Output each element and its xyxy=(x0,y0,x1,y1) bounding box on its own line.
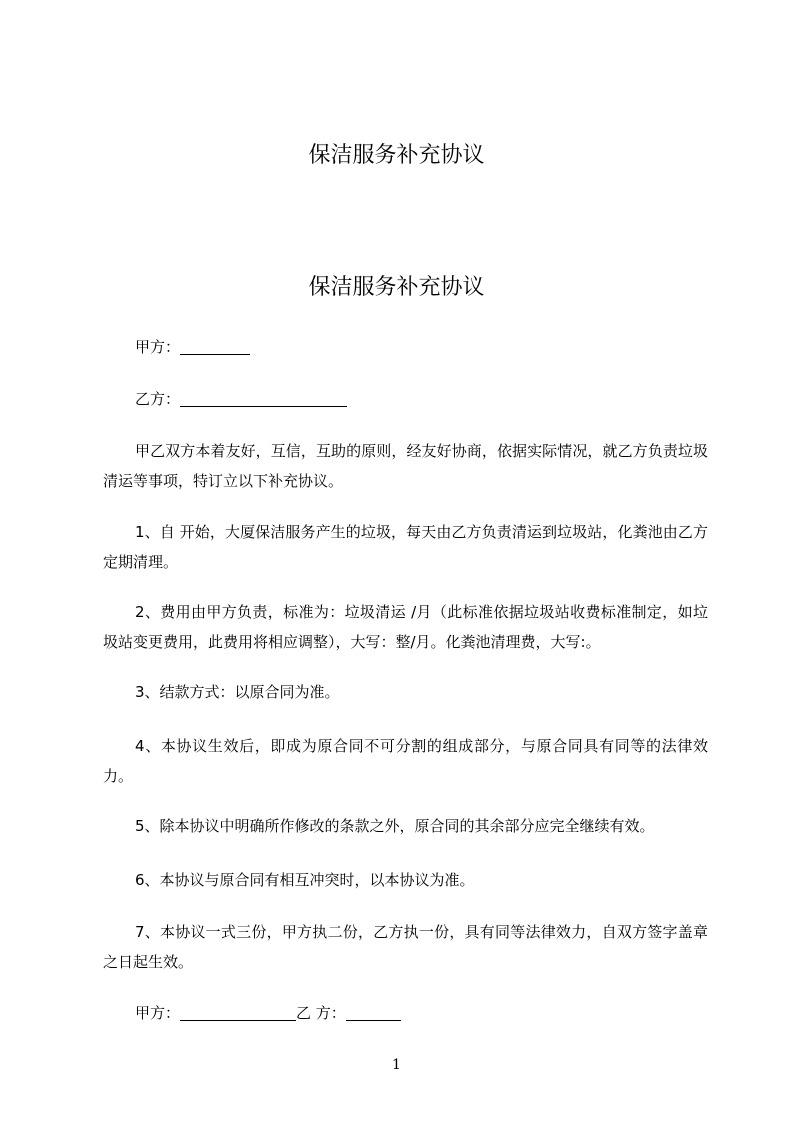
signature-party-a-label: 甲方： xyxy=(135,1004,181,1022)
clause-3: 3、结款方式：以原合同为准。 xyxy=(135,683,340,701)
signature-party-b-label: 乙 方： xyxy=(296,1004,346,1022)
clause-4: 4、本协议生效后，即成为原合同不可分割的组成部分，与原合同具有同等的法律效力。 xyxy=(103,737,708,785)
page-number: 1 xyxy=(392,1057,401,1073)
signature-line xyxy=(135,1002,401,1024)
clause-2: 2、费用由甲方负责，标准为：垃圾清运 /月（此标准依据垃圾站收费标准制定，如垃圾站变更费用，此费用将相应调整），大写：整/月。化粪池清理费，大写:。 xyxy=(103,603,708,651)
clause-6: 6、本协议与原合同有相互冲突时，以本协议为准。 xyxy=(135,871,475,889)
party-a-blank xyxy=(180,339,250,355)
clause-5: 5、除本协议中明确所作修改的条款之外，原合同的其余部分应完全继续有效。 xyxy=(135,817,655,835)
party-a-label: 甲方： xyxy=(135,338,181,356)
signature-party-a-blank xyxy=(180,1005,296,1021)
party-a-line xyxy=(135,336,250,358)
party-b-line xyxy=(135,388,347,410)
document-header-title: 保洁服务补充协议 xyxy=(308,143,485,168)
party-b-blank xyxy=(180,391,347,407)
clause-1: 1、自 开始，大厦保洁服务产生的垃圾，每天由乙方负责清运到垃圾站，化粪池由乙方定期清理。 xyxy=(103,523,708,571)
document-title: 保洁服务补充协议 xyxy=(308,275,485,300)
party-b-label: 乙方： xyxy=(135,390,181,408)
intro-paragraph: 甲乙双方本着友好，互信，互助的原则，经友好协商，依据实际情况，就乙方负责垃圾清运等事项，特订立以下补充协议。 xyxy=(103,442,708,490)
clause-7: 7、本协议一式三份，甲方执二份，乙方执一份，具有同等法律效力，自双方签字盖章之日起生效。 xyxy=(103,923,708,971)
signature-party-b-blank xyxy=(346,1005,401,1021)
